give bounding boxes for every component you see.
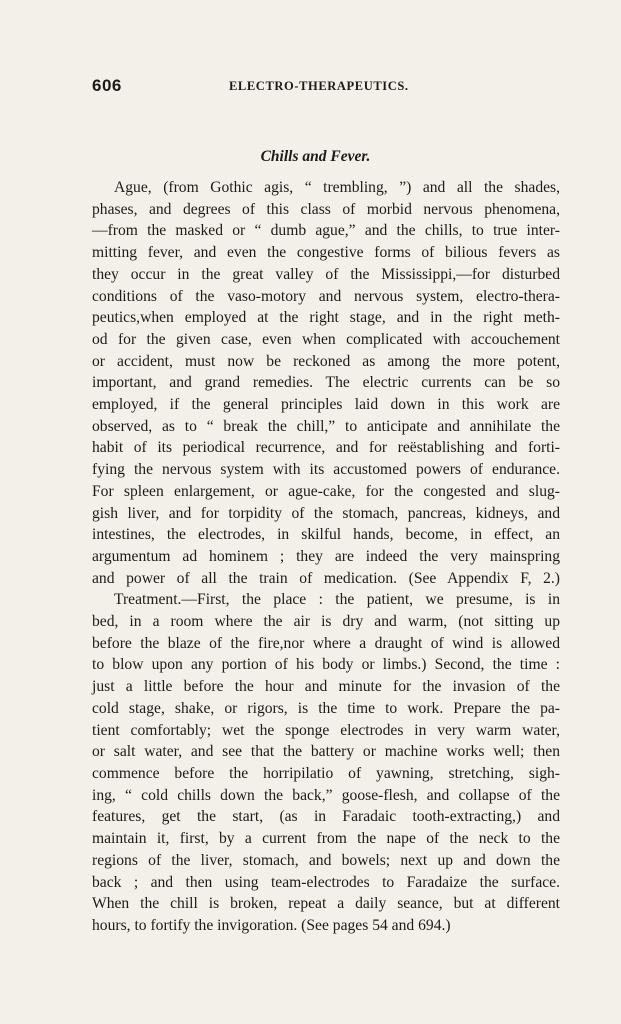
text-line: fying the nervous system with its accustomed powers of endurance. [92, 461, 560, 479]
page-number: 606 [92, 76, 122, 95]
text-line: Treatment.—First, the place : the patient, we presume, is in [114, 591, 560, 609]
text-line: ing, “ cold chills down the back,” goose-flesh, and collapse of the [92, 786, 560, 804]
text-line: important, and grand remedies. The electric currents can be so [92, 374, 560, 392]
text-line: just a little before the hour and minute for the invasion of the [92, 678, 560, 696]
text-line: commence before the horripilatio of yawning, stretching, sigh- [92, 764, 560, 782]
text-line: When the chill is broken, repeat a daily seance, but at different [92, 895, 560, 913]
text-line: maintain it, first, by a current from the nape of the neck to the [92, 830, 560, 848]
text-line: od for the given case, even when complicated with accouchement [92, 330, 560, 348]
text-line: habit of its periodical recurrence, and for reëstablishing and forti- [92, 439, 560, 457]
text-line: before the blaze of the fire,nor where a draught of wind is allowed [92, 634, 560, 652]
text-line: observed, as to “ break the chill,” to anticipate and annihilate the [92, 417, 560, 435]
text-line: For spleen enlargement, or ague-cake, for the congested and slug- [92, 482, 560, 500]
text-line: peutics,when employed at the right stage, and in the right meth- [92, 309, 560, 327]
text-line: gish liver, and for torpidity of the stomach, pancreas, kidneys, and [92, 504, 560, 522]
text-line: they occur in the great valley of the Mississippi,—for disturbed [92, 265, 560, 283]
text-line: features, get the start, (as in Faradaic tooth-extracting,) and [92, 808, 560, 826]
text-line: tient comfortably; wet the sponge electrodes in very warm water, [92, 721, 560, 739]
section-title: Chills and Fever. [260, 148, 371, 165]
text-line: intestines, the electrodes, in skilful hands, become, in effect, an [92, 526, 560, 544]
running-head: ELECTRO-THERAPEUTICS. [229, 79, 409, 93]
text-line: regions of the liver, stomach, and bowels; next up and down the [92, 851, 560, 869]
text-line: cold stage, shake, or rigors, is the time to work. Prepare the pa- [92, 699, 560, 717]
text-line: —from the masked or “ dumb ague,” and the chills, to true inter- [92, 222, 560, 240]
text-line: mitting fever, and even the congestive forms of bilious fevers as [92, 244, 560, 262]
text-line: conditions of the vaso-motory and nervous system, electro-thera- [92, 287, 560, 305]
text-line: employed, if the general principles laid down in this work are [92, 396, 560, 414]
text-line: Ague, (from Gothic agis, “ trembling, ”) and all the shades, [114, 179, 560, 196]
text-line: back ; and then using team-electrodes to Faradaize the surface. [92, 873, 560, 891]
text-line: hours, to fortify the invigoration. (See pages 54 and 694.) [92, 916, 451, 934]
text-line: bed, in a room where the air is dry and warm, (not sitting up [92, 613, 560, 631]
text-line: phases, and degrees of this class of morbid nervous phenomena, [92, 200, 560, 218]
text-line: or accident, must now be reckoned as among the more potent, [92, 352, 560, 370]
text-line: or salt water, and see that the battery or machine works well; then [92, 743, 560, 761]
text-line: argumentum ad hominem ; they are indeed the very mainspring [92, 547, 560, 565]
text-line: and power of all the train of medication. (See Appendix F, 2.) [92, 569, 560, 587]
body-text [92, 177, 560, 937]
text-line: to blow upon any portion of his body or limbs.) Second, the time : [92, 656, 560, 674]
